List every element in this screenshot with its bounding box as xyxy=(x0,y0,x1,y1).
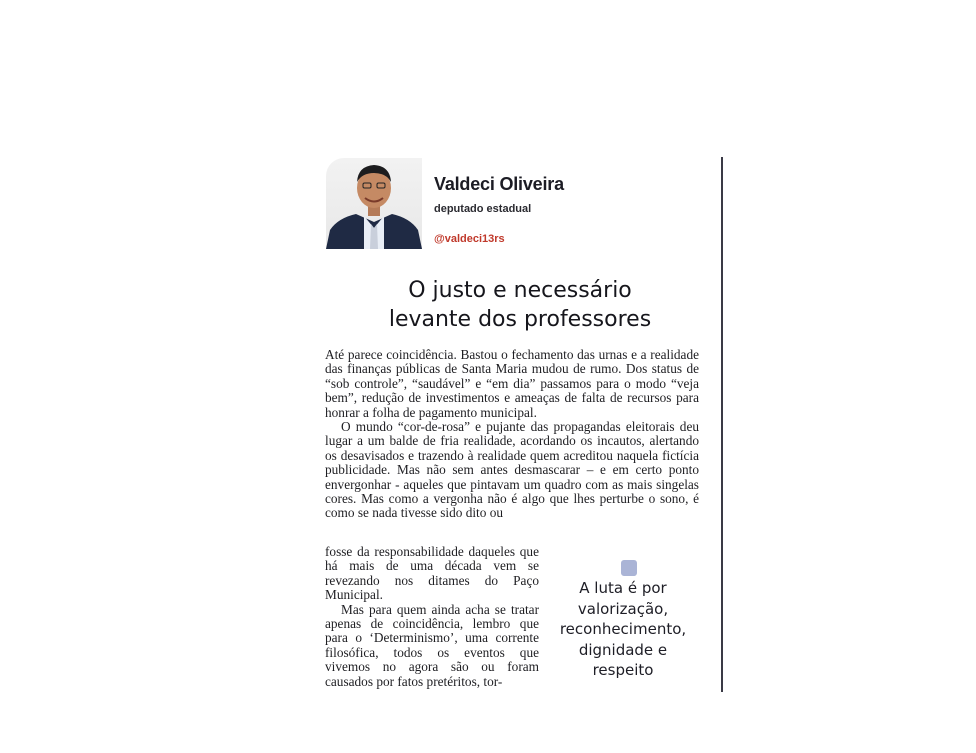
paragraph-3: Mas para quem ainda acha se tratar apenas de coincidência, lembro que para o ‘Determinismo’, uma corrente filosófica, todos os eventos que vivemos no agora são ou foram causados por fatos pretéritos, tor- xyxy=(325,601,539,689)
author-photo xyxy=(326,158,422,249)
paragraph-1: Até parece coincidência. Bastou o fechamento das urnas e a realidade das finanças públicas de Santa Maria mudou de rumo. Dos status de “sob controle”, “saudável” e “em dia” passamos para o modo “veja bem”, redução de investimentos e ameaças de falta de recursos para honrar a folha de pagamento municipal. xyxy=(325,347,699,420)
article-body-narrow-column xyxy=(325,545,539,689)
author-name: Valdeci Oliveira xyxy=(434,174,564,194)
author-role: deputado estadual xyxy=(434,203,532,215)
pull-quote: A luta é por valorização, reconhecimento, dignidade e respeito xyxy=(559,579,687,679)
paragraph-2: O mundo “cor-de-rosa” e pujante das propagandas eleitorais deu lugar a um balde de fria realidade, acordando os incautos, alertando os desavisados e trazendo à realidade quem acreditou naquela fictícia publicidade. Mas não sem antes desmascarar – e em certo ponto envergonhar - aqueles que pintavam um quadro com as mais singelas cores. Mas como a vergonha não é algo que lhes perturbe o sono, é como se nada tivesse sido dito ou xyxy=(325,419,699,521)
author-handle[interactable]: @valdeci13rs xyxy=(434,233,505,245)
paragraph-2-continued: fosse da responsabilidade daqueles que há mais de uma década vem se revezando nos ditames do Paço Municipal. xyxy=(325,544,539,603)
article-body-full-width xyxy=(325,348,699,521)
title-line-1: O justo e necessário xyxy=(408,278,632,303)
title-line-2: levante dos professores xyxy=(388,307,652,332)
article-title xyxy=(330,276,710,334)
pull-quote-accent-square xyxy=(621,560,637,576)
column-rule xyxy=(721,157,723,692)
